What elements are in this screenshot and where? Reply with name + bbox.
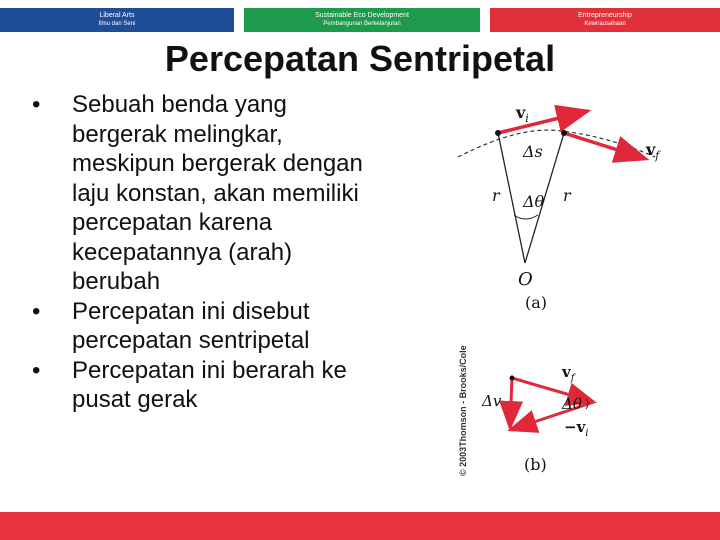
- footer-bar: [0, 512, 720, 540]
- point-f: [561, 130, 567, 136]
- label-vf-b: $v_f$: [562, 363, 575, 384]
- bullet-line: meskipun bergerak dengan: [72, 150, 363, 177]
- header-bar-liberal-arts: [0, 8, 234, 32]
- label-dtheta: Δθ: [523, 192, 545, 211]
- angle-arc: [514, 215, 538, 219]
- copyright-text: © 2003Thomson - Brooks/Cole: [458, 345, 468, 476]
- velocity-vi-arrow: [498, 111, 588, 133]
- point-i: [495, 130, 501, 136]
- header-left-line2: Ilmu dan Seni: [98, 21, 136, 27]
- label-origin: O: [518, 269, 533, 290]
- bullet-item: [32, 90, 432, 297]
- bullet-line: bergerak melingkar,: [72, 120, 283, 148]
- bullet-item: [32, 297, 432, 356]
- radius-line-left: [498, 133, 525, 263]
- diagram-b: [478, 355, 618, 475]
- caption-a: (a): [525, 293, 548, 312]
- bullet-line: percepatan sentripetal: [72, 327, 310, 354]
- bullet-line: percepatan karena: [72, 209, 273, 236]
- bullet-line: laju konstan, akan memiliki: [72, 179, 359, 207]
- label-ds: Δs: [523, 142, 543, 161]
- bullet-item: [32, 356, 432, 415]
- slide-title: Percepatan Sentripetal: [164, 38, 556, 79]
- header-mid-line2: Pembangunan Berkelanjutan: [323, 21, 401, 27]
- header-right-line1: Entrepreneurship: [578, 12, 632, 19]
- bullet-line: berubah: [72, 268, 161, 295]
- label-dtheta-b: Δθ: [562, 395, 582, 413]
- label-vi: $v_i$: [516, 103, 529, 125]
- bullet-line: Percepatan ini disebut: [72, 297, 310, 325]
- caption-b: (b): [524, 455, 547, 474]
- bullet-line: kecepatannya (arah): [72, 238, 293, 266]
- label-neg-vi: $-v_i$: [564, 418, 589, 439]
- diagram-a: [450, 95, 670, 320]
- label-r-right: r: [563, 186, 571, 205]
- bullet-line: pusat gerak: [72, 386, 198, 413]
- bullet-marker: •: [32, 356, 41, 384]
- header-bar-sustainable: [244, 8, 480, 32]
- header-right-line2: Kewirausahaan: [584, 21, 626, 27]
- vector-origin-point: [510, 376, 515, 381]
- bullet-marker: •: [32, 91, 41, 118]
- label-r-left: r: [492, 186, 500, 205]
- vector-dv-arrow: [510, 378, 512, 428]
- velocity-vf-arrow: [564, 133, 646, 159]
- bullet-line: Sebuah benda yang: [72, 91, 287, 118]
- label-dv: Δv: [482, 392, 502, 410]
- header-left-line1: Liberal Arts: [99, 12, 135, 19]
- header-mid-line1: Sustainable Eco Development: [315, 12, 409, 19]
- bullet-marker: •: [32, 297, 41, 325]
- bullet-line: Percepatan ini berarah ke: [72, 356, 347, 384]
- bullet-list: [32, 90, 432, 415]
- label-vf: $v_f$: [646, 140, 660, 162]
- header-bar-entrepreneurship: [490, 8, 720, 32]
